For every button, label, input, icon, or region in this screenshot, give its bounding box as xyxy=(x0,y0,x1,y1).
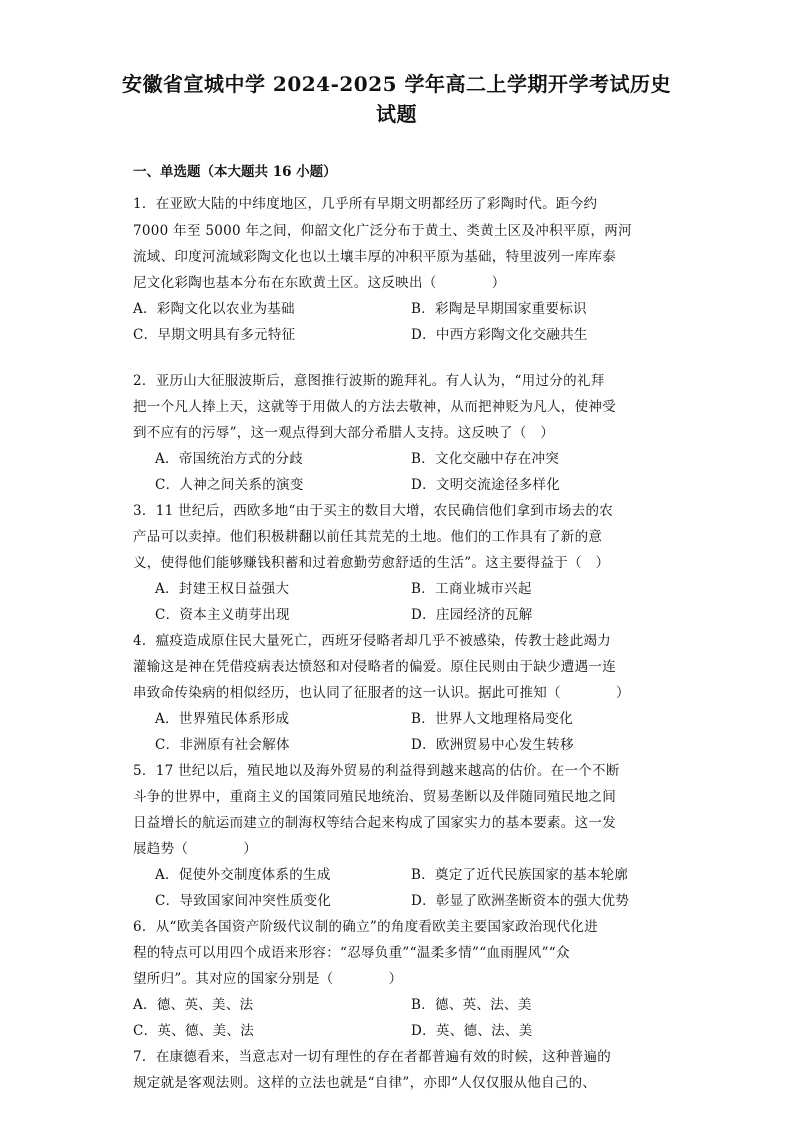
question-1-text: 1．在亚欧大陆的中纬度地区，几乎所有早期文明都经历了彩陶时代。距今约 xyxy=(133,196,598,212)
question-2-text: 把一个凡人捧上天，这就等于用做人的方法去敬神，从而把神贬为凡人，使神受 xyxy=(133,399,616,415)
question-3-option-c: C．资本主义萌芽出现 xyxy=(155,607,290,623)
question-1-option-b: B．彩陶是早期国家重要标识 xyxy=(411,301,587,317)
question-6-text: 程的特点可以用四个成语来形容：“忍辱负重”“温柔多情”“血雨腥风”“众 xyxy=(133,945,570,961)
question-1-text: 流域、印度河流域彩陶文化也以土壤丰厚的冲积平原为基础，特里波列一库库泰 xyxy=(133,249,616,265)
question-6-text: 6．从“欧美各国资产阶级代议制的确立”的角度看欧美主要国家政治现代化进 xyxy=(133,919,598,935)
question-2-option-d: D．文明交流途径多样化 xyxy=(411,477,561,493)
question-6-text: 望所归”。其对应的国家分别是（ ） xyxy=(133,971,403,987)
section-heading: 一、单选题（本大题共 16 小题） xyxy=(133,164,337,180)
page-title: 安徽省宣城中学 2024-2025 学年高二上学期开学考试历史 xyxy=(121,72,672,96)
question-2-option-c: C．人神之间关系的演变 xyxy=(155,477,304,493)
question-6-option-d: D．英、德、法、美 xyxy=(411,1023,533,1039)
question-4-option-d: D．欧洲贸易中心发生转移 xyxy=(411,737,574,753)
question-5-text: 斗争的世界中，重商主义的国策同殖民地统治、贸易垄断以及伴随同殖民地之间 xyxy=(133,789,616,805)
question-4-option-c: C．非洲原有社会解体 xyxy=(155,737,290,753)
question-6-option-b: B．德、英、法、美 xyxy=(411,997,532,1013)
question-4-text: 串致命传染病的相似经历，也认同了征服者的这一认识。据此可推知（ ） xyxy=(133,685,630,701)
question-6-option-a: A．德、英、美、法 xyxy=(133,997,254,1013)
question-5-option-c: C．导致国家间冲突性质变化 xyxy=(155,893,332,909)
question-3-option-d: D．庄园经济的瓦解 xyxy=(411,607,533,623)
question-3-text: 义，使得他们能够赚钱积蓄和过着愈勤劳愈舒适的生活”。这主要得益于（ ） xyxy=(133,555,610,571)
question-4-option-b: B．世界人文地理格局变化 xyxy=(411,711,574,727)
question-2-option-b: B．文化交融中存在冲突 xyxy=(411,451,560,467)
question-1-option-c: C．早期文明具有多元特征 xyxy=(133,327,296,343)
question-5-option-a: A．促使外交制度体系的生成 xyxy=(155,867,331,883)
question-6-option-c: C．英、德、美、法 xyxy=(133,1023,255,1039)
question-5-text: 日益增长的航运而建立的制海权等结合起来构成了国家实力的基本要素。这一发 xyxy=(133,815,616,831)
question-5-text: 展趋势（ ） xyxy=(133,841,258,857)
page-title-continued: 试题 xyxy=(376,102,417,126)
question-4-text: 4．瘟疫造成原住民大量死亡，西班牙侵略者却几乎不被感染，传教士趁此竭力 xyxy=(133,633,612,649)
question-5-text: 5．17 世纪以后，殖民地以及海外贸易的利益得到越来越高的估价。在一个不断 xyxy=(133,763,620,779)
question-2-text: 到不应有的污辱”，这一观点得到大部分希腊人支持。这反映了（ ） xyxy=(133,425,555,441)
question-3-option-b: B．工商业城市兴起 xyxy=(411,581,532,597)
question-2-text: 2．亚历山大征服波斯后，意图推行波斯的跪拜礼。有人认为，“用过分的礼拜 xyxy=(133,373,605,389)
question-4-option-a: A．世界殖民体系形成 xyxy=(155,711,290,727)
question-3-text: 产品可以卖掉。他们积极耕翻以前任其荒芜的土地。他们的工作具有了新的意 xyxy=(133,529,603,545)
question-1-option-d: D．中西方彩陶文化交融共生 xyxy=(411,327,588,343)
question-7-text: 规定就是客观法则。这样的立法也就是“自律”，亦即“人仅仅服从他自己的、 xyxy=(133,1075,597,1091)
question-7-text: 7．在康德看来，当意志对一切有理性的存在者都普遍有效的时候，这种普遍的 xyxy=(133,1049,612,1065)
question-3-text: 3．11 世纪后，西欧多地“由于买主的数目大增，农民确信他们拿到市场去的农 xyxy=(133,503,614,519)
question-1-text: 7000 年至 5000 年之间，仰韶文化广泛分布于黄土、类黄土区及冲积平原，两河 xyxy=(133,223,632,239)
question-1-text: 尼文化彩陶也基本分布在东欧黄土区。这反映出（ ） xyxy=(133,275,506,291)
question-3-option-a: A．封建王权日益强大 xyxy=(155,581,290,597)
question-1-option-a: A．彩陶文化以农业为基础 xyxy=(133,301,295,317)
question-5-option-b: B．奠定了近代民族国家的基本轮廓 xyxy=(411,867,629,883)
question-4-text: 灌输这是神在凭借疫病表达愤怒和对侵略者的偏爱。原住民则由于缺少遭遇一连 xyxy=(133,659,616,675)
question-5-option-d: D．彰显了欧洲垄断资本的强大优势 xyxy=(411,893,630,909)
question-2-option-a: A．帝国统治方式的分歧 xyxy=(155,451,304,467)
